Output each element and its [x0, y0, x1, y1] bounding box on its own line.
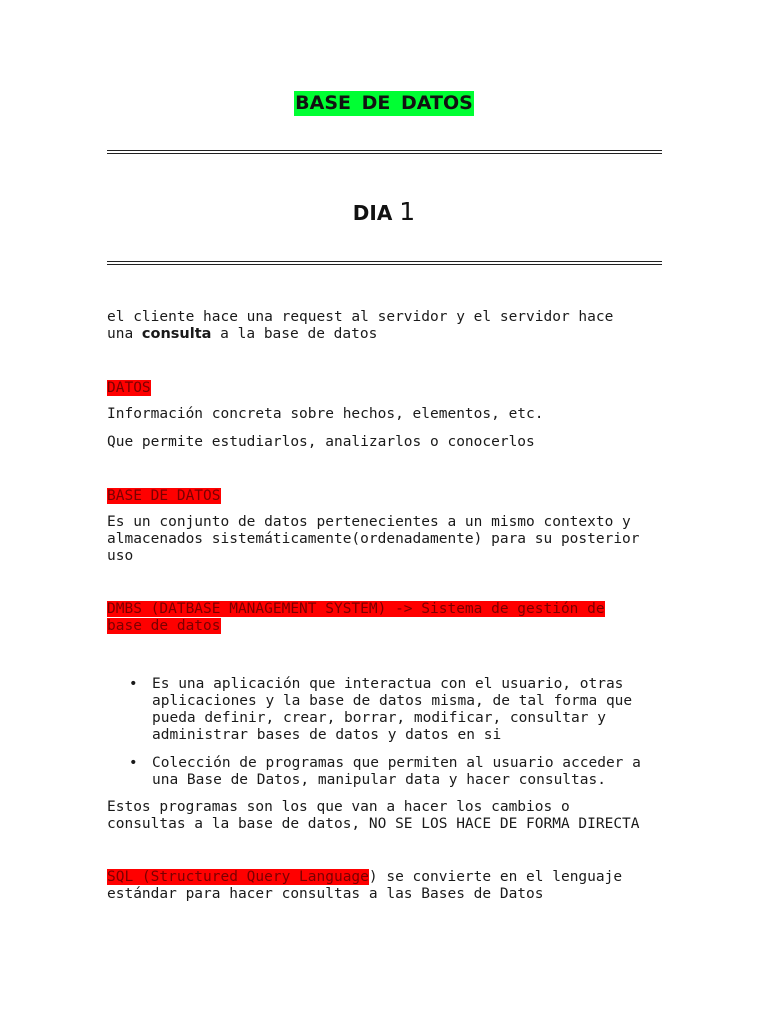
dmbs-after-paragraph	[107, 799, 667, 833]
section-heading-base-de-datos	[107, 488, 667, 505]
bullet-1-line-3: pueda definir, crear, borrar, modificar, consultar y	[152, 710, 606, 726]
intro-line-2	[107, 326, 667, 343]
bullet-1-line-1: Es una aplicación que interactua con el usuario, otras	[152, 676, 624, 692]
highlight-dmbs-line-2: base de datos	[107, 618, 221, 634]
highlight-datos: DATOS	[107, 380, 151, 396]
sql-line-1	[107, 869, 667, 886]
bullet-icon: •	[129, 755, 138, 771]
intro-line-1: el cliente hace una request al servidor y el servidor hace	[107, 309, 614, 325]
base-datos-line-3: uso	[107, 548, 134, 564]
day-heading	[0, 197, 768, 226]
day-word: DIA	[352, 201, 393, 225]
intro-line-2-post: a la base de datos	[211, 326, 378, 342]
dmbs-after-line-2: consultas a la base de datos, NO SE LOS HACE DE FORMA DIRECTA	[107, 816, 640, 832]
intro-line-2-pre: una	[107, 326, 142, 342]
base-datos-line-1: Es un conjunto de datos pertenecientes a un mismo contexto y	[107, 514, 631, 530]
document-title	[0, 91, 768, 116]
dmbs-after-line-1: Estos programas son los que van a hacer los cambios o	[107, 799, 570, 815]
sql-line-1-post: ) se convierte en el lenguaje	[368, 869, 623, 885]
double-rule-bottom	[107, 261, 662, 265]
intro-paragraph	[107, 309, 667, 343]
bullet-text	[152, 755, 641, 789]
bullet-icon: •	[129, 676, 138, 692]
double-rule-top	[107, 150, 662, 154]
highlight-sql: SQL (Structured Query Language	[107, 869, 369, 885]
bullet-text	[152, 676, 632, 744]
bullet-2-line-2: una Base de Datos, manipular data y hacer consultas.	[152, 772, 606, 788]
sql-paragraph	[107, 869, 667, 903]
base-datos-line-2: almacenados sistemáticamente(ordenadamente) para su posterior	[107, 531, 640, 547]
base-datos-paragraph	[107, 514, 667, 565]
sql-line-2: estándar para hacer consultas a las Bases de Datos	[107, 886, 544, 902]
bullet-2-line-1: Colección de programas que permiten al usuario acceder a	[152, 755, 641, 771]
title-text: BASE DE DATOS	[295, 92, 473, 114]
section-heading-datos	[107, 380, 667, 397]
highlight-dmbs-line-1: DMBS (DATBASE MANAGEMENT SYSTEM) -> Sistema de gestión de	[107, 601, 605, 617]
day-number: 1	[399, 197, 416, 226]
section-heading-dmbs	[107, 601, 667, 635]
highlight-base-de-datos: BASE DE DATOS	[107, 488, 221, 504]
intro-keyword-consulta: consulta	[141, 326, 212, 342]
bullet-1-line-4: administrar bases de datos y datos en si	[152, 727, 502, 743]
bullet-1-line-2: aplicaciones y la base de datos misma, de tal forma que	[152, 693, 633, 709]
datos-line-1: Información concreta sobre hechos, elementos, etc.	[107, 406, 544, 422]
datos-line-2: Que permite estudiarlos, analizarlos o conocerlos	[107, 434, 535, 450]
